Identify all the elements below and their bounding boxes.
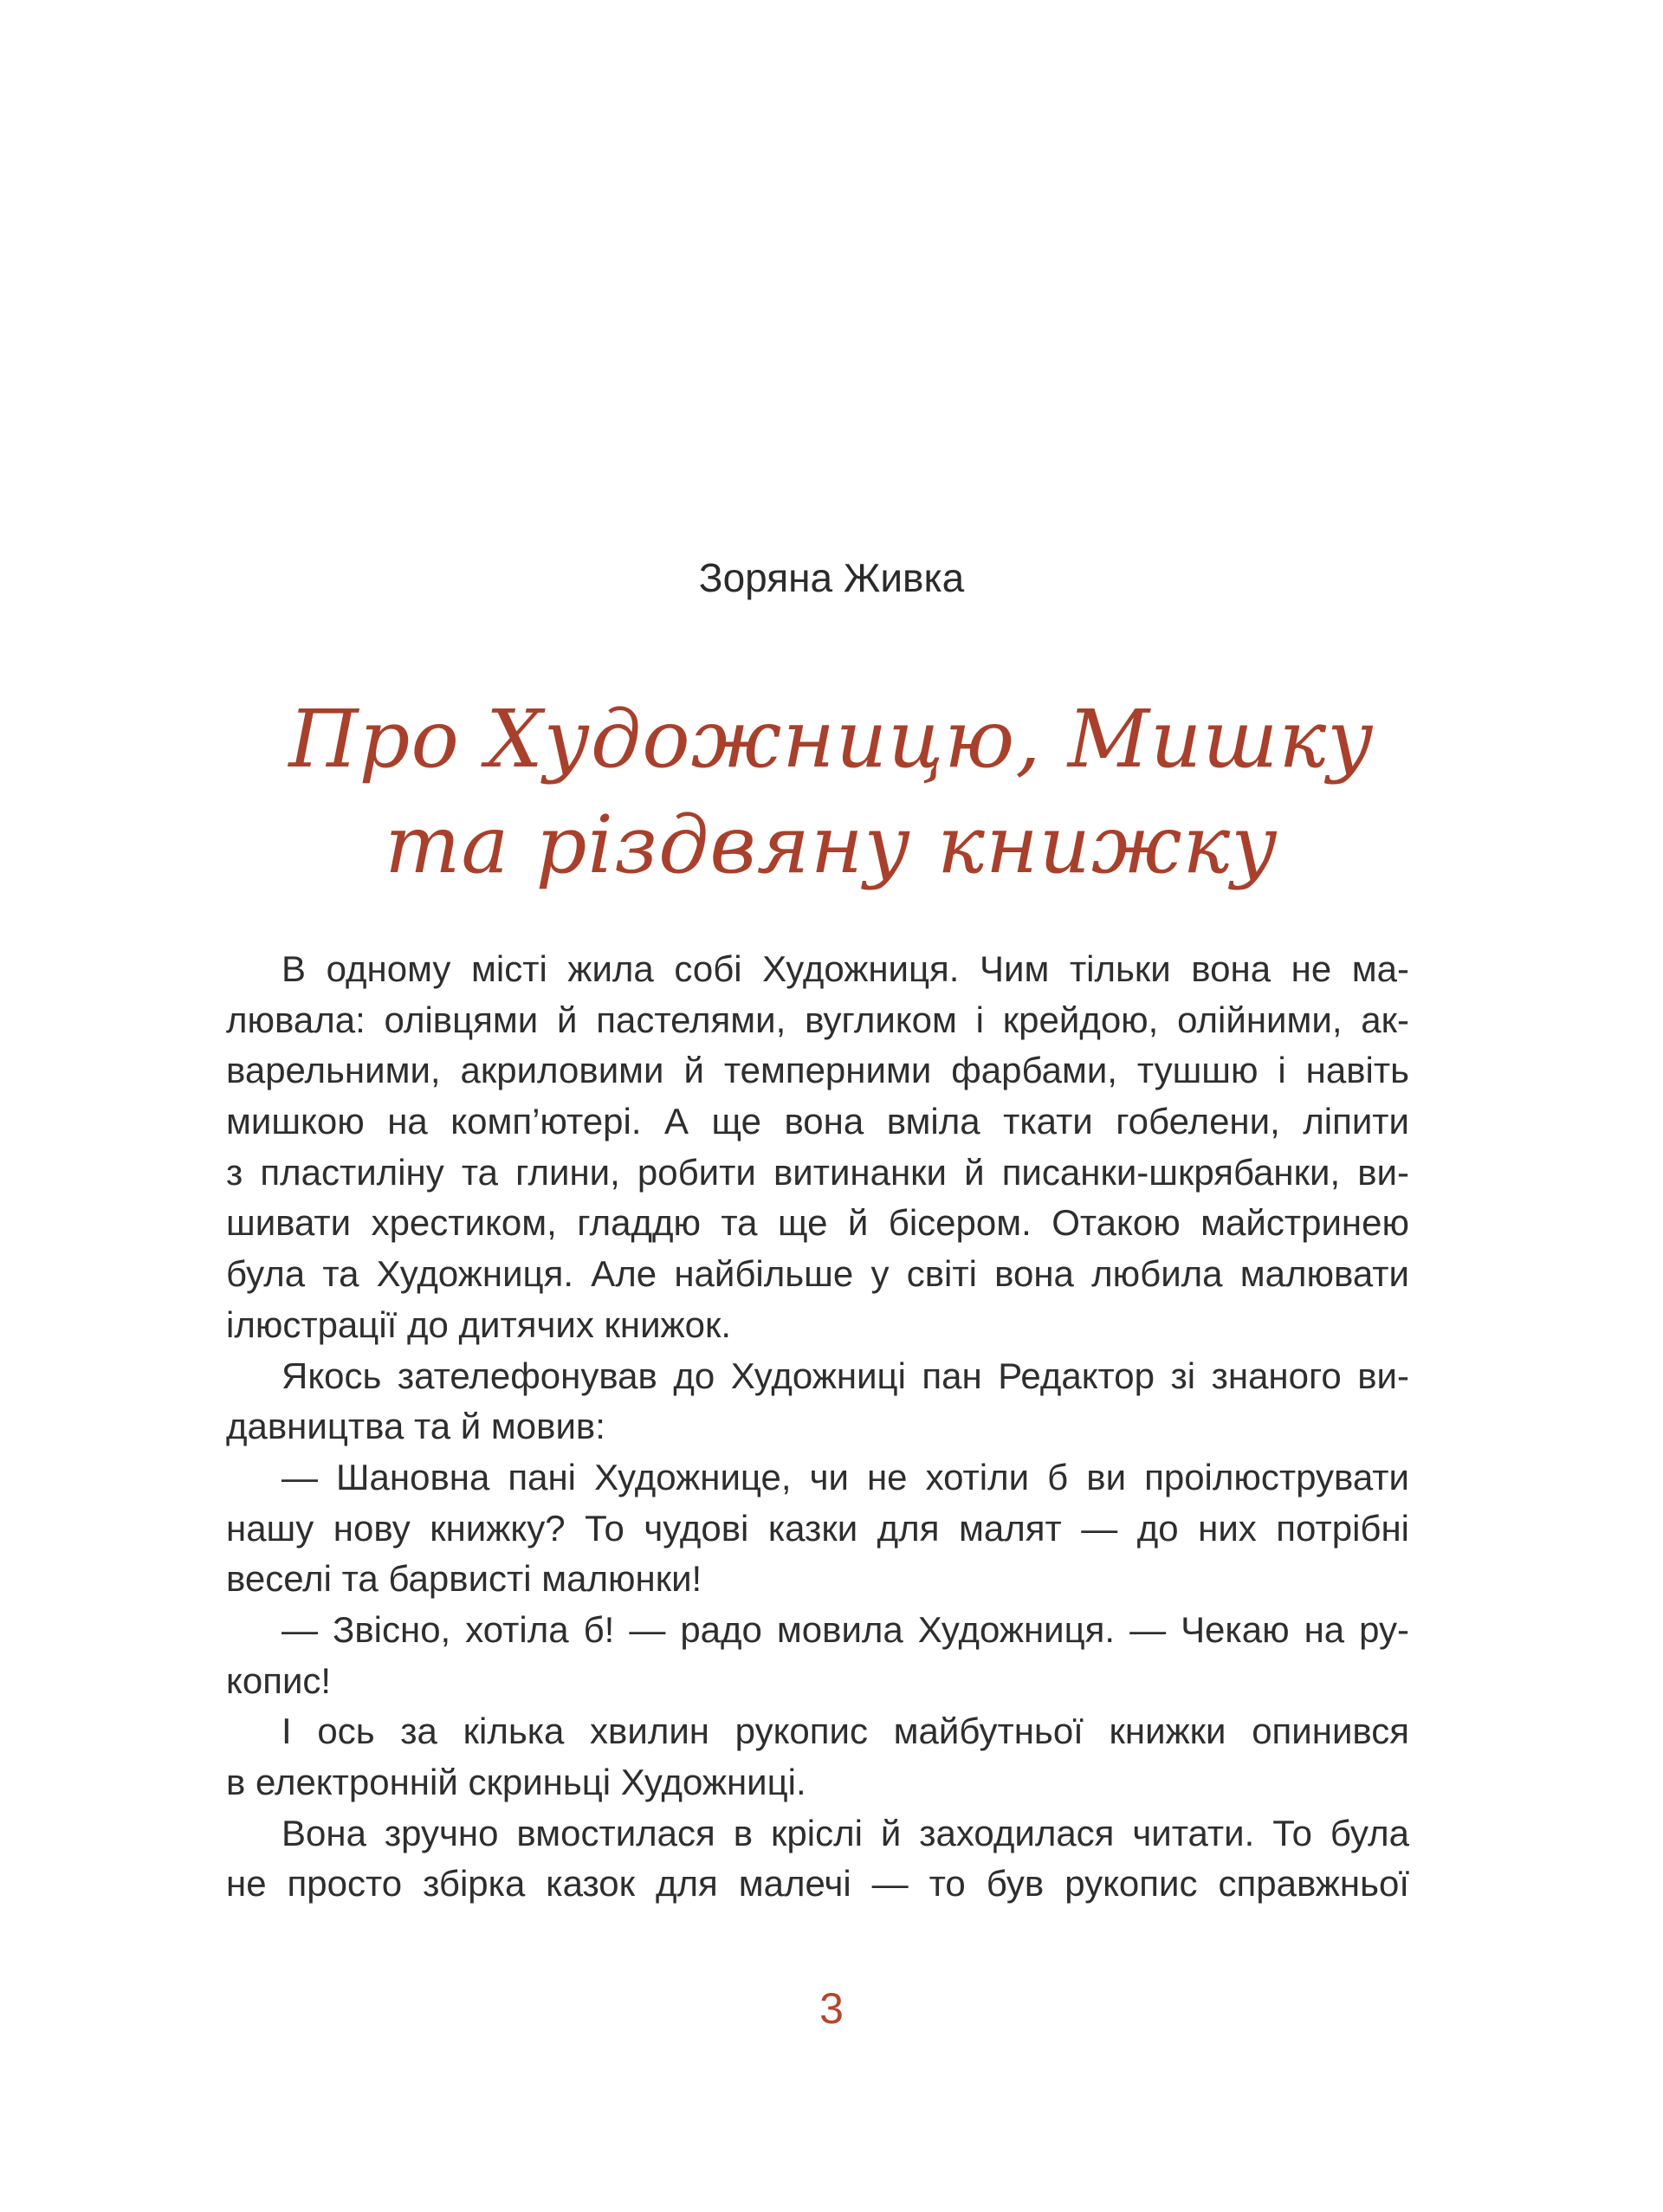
text-line: варельними, акриловими й темперними фарбами, тушшю і навіть	[226, 1050, 1409, 1091]
title-line-1: Про Художницю, Мишку	[288, 693, 1375, 786]
text-line: шивати хрестиком, гладдю та ще й бісером. Отакою майстринею	[226, 1202, 1409, 1244]
text-line: В одному місті жила собі Художниця. Чим тільки вона не ма-	[281, 948, 1409, 989]
title-line-2: та різдвяну книжку	[385, 799, 1278, 891]
text-line: веселі та барвисті малюнки!	[226, 1558, 702, 1600]
text-line: — Звісно, хотіла б! — радо мовила Художниця. — Чекаю на ру-	[281, 1608, 1409, 1650]
text-line: в електронній скриньці Художниці.	[226, 1762, 806, 1802]
text-line: мишкою на комп’ютері. А ще вона вміла ткати гобелени, ліпити	[226, 1101, 1409, 1142]
text-line: лювала: олівцями й пастелями, вугликом і крейдою, олійними, ак-	[226, 999, 1409, 1040]
text-line: Вона зручно вмостилася в кріслі й заходилася читати. То була	[281, 1812, 1409, 1853]
text-line: нашу нову книжку? То чудові казки для малят — до них потрібні	[226, 1507, 1409, 1549]
page-number: 3	[819, 1984, 844, 2033]
text-line: ілюстрації до дитячих книжок.	[226, 1303, 732, 1345]
text-line: І ось за кілька хвилин рукопис майбутньої книжки опинився	[281, 1711, 1409, 1752]
body-text	[226, 944, 1409, 1910]
text-line: була та Художниця. Але найбільше у світі вона любила малювати	[226, 1253, 1409, 1295]
author-name: Зоряна Живка	[698, 555, 965, 600]
text-line: — Шановна пані Художнице, чи не хотіли б ви проілюструвати	[281, 1456, 1409, 1497]
text-line: Якось зателефонував до Художниці пан Редактор зі знаного ви-	[281, 1355, 1409, 1396]
text-line: копис!	[226, 1659, 332, 1701]
text-line: з пластиліну та глини, робити витинанки й писанки-шкрябанки, ви-	[226, 1151, 1409, 1193]
text-line: не просто збірка казок для малечі — то був рукопис справжньої	[226, 1863, 1409, 1905]
text-line: давництва та й мовив:	[226, 1406, 605, 1447]
